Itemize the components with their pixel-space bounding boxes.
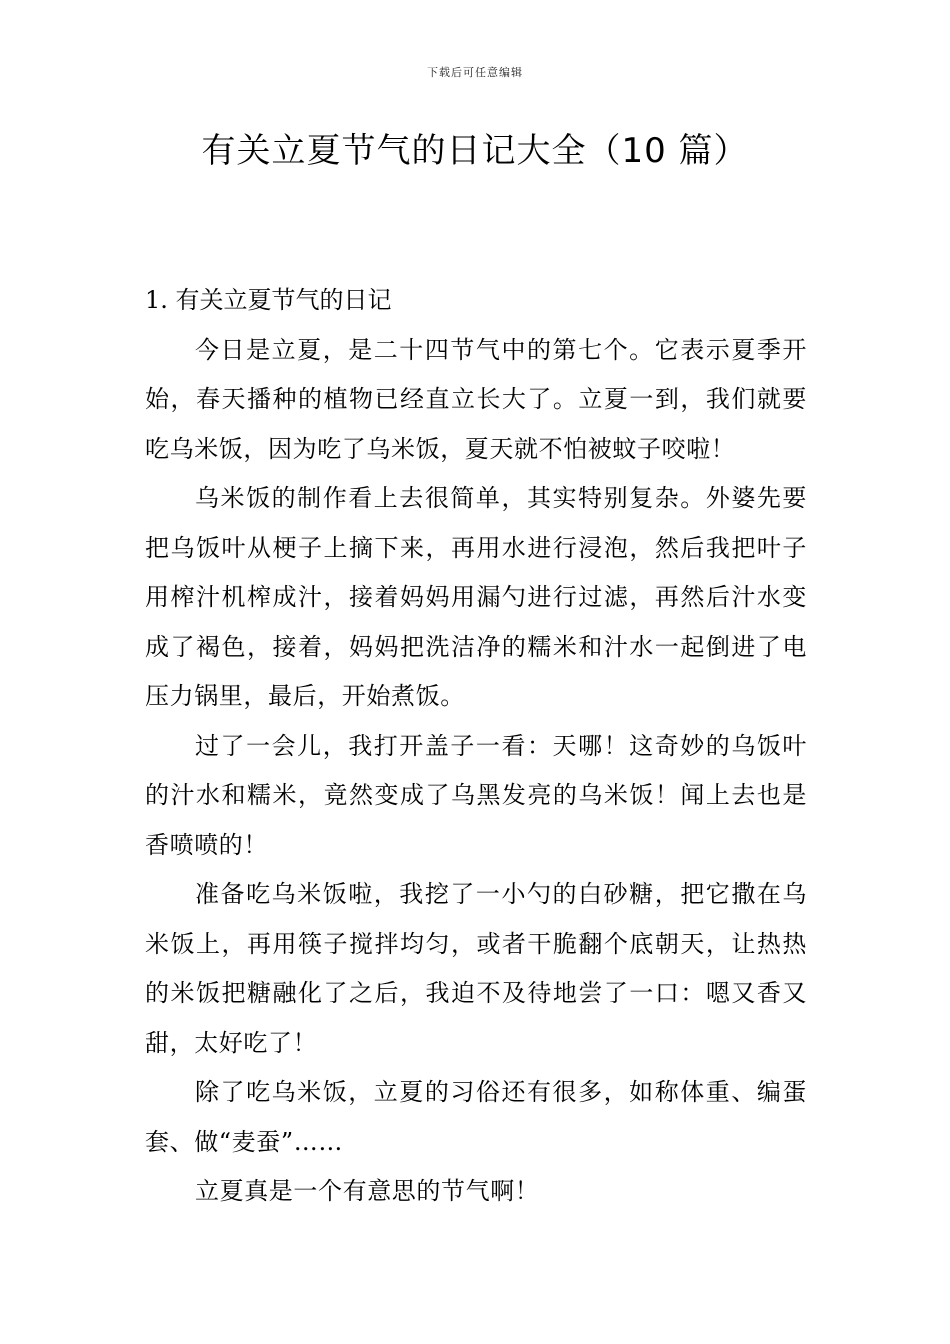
paragraph-3: 过了一会儿，我打开盖子一看：天哪！这奇妙的乌饭叶的汁水和糯米，竟然变成了乌黑发亮的乌米饭！闻上去也是香喷喷的！ <box>145 731 807 859</box>
section-heading: 1. 有关立夏节气的日记 <box>145 286 392 314</box>
paragraph-5: 除了吃乌米饭，立夏的习俗还有很多，如称体重、编蛋套、做“麦蚕”…… <box>145 1078 807 1156</box>
article-body <box>145 276 807 1217</box>
page-title: 有关立夏节气的日记大全（10 篇） <box>201 131 749 171</box>
paragraph-1: 今日是立夏，是二十四节气中的第七个。它表示夏季开始，春天播种的植物已经直立长大了。立夏一到，我们就要吃乌米饭，因为吃了乌米饭，夏天就不怕被蚊子咬啦！ <box>145 335 807 463</box>
paragraph-2: 乌米饭的制作看上去很简单，其实特别复杂。外婆先要把乌饭叶从梗子上摘下来，再用水进行浸泡，然后我把叶子用榨汁机榨成汁，接着妈妈用漏勺进行过滤，再然后汁水变成了褐色，接着，妈妈把洗洁净的糯米和汁水一起倒进了电压力锅里，最后，开始煮饭。 <box>145 484 807 710</box>
paragraph-6: 立夏真是一个有意思的节气啊！ <box>195 1177 540 1205</box>
paragraph-4: 准备吃乌米饭啦，我挖了一小勺的白砂糖，把它撒在乌米饭上，再用筷子搅拌均匀，或者干脆翻个底朝天，让热热的米饭把糖融化了之后，我迫不及待地尝了一口：嗯又香又甜，太好吃了！ <box>145 880 807 1057</box>
header-note: 下载后可任意编辑 <box>427 66 523 79</box>
